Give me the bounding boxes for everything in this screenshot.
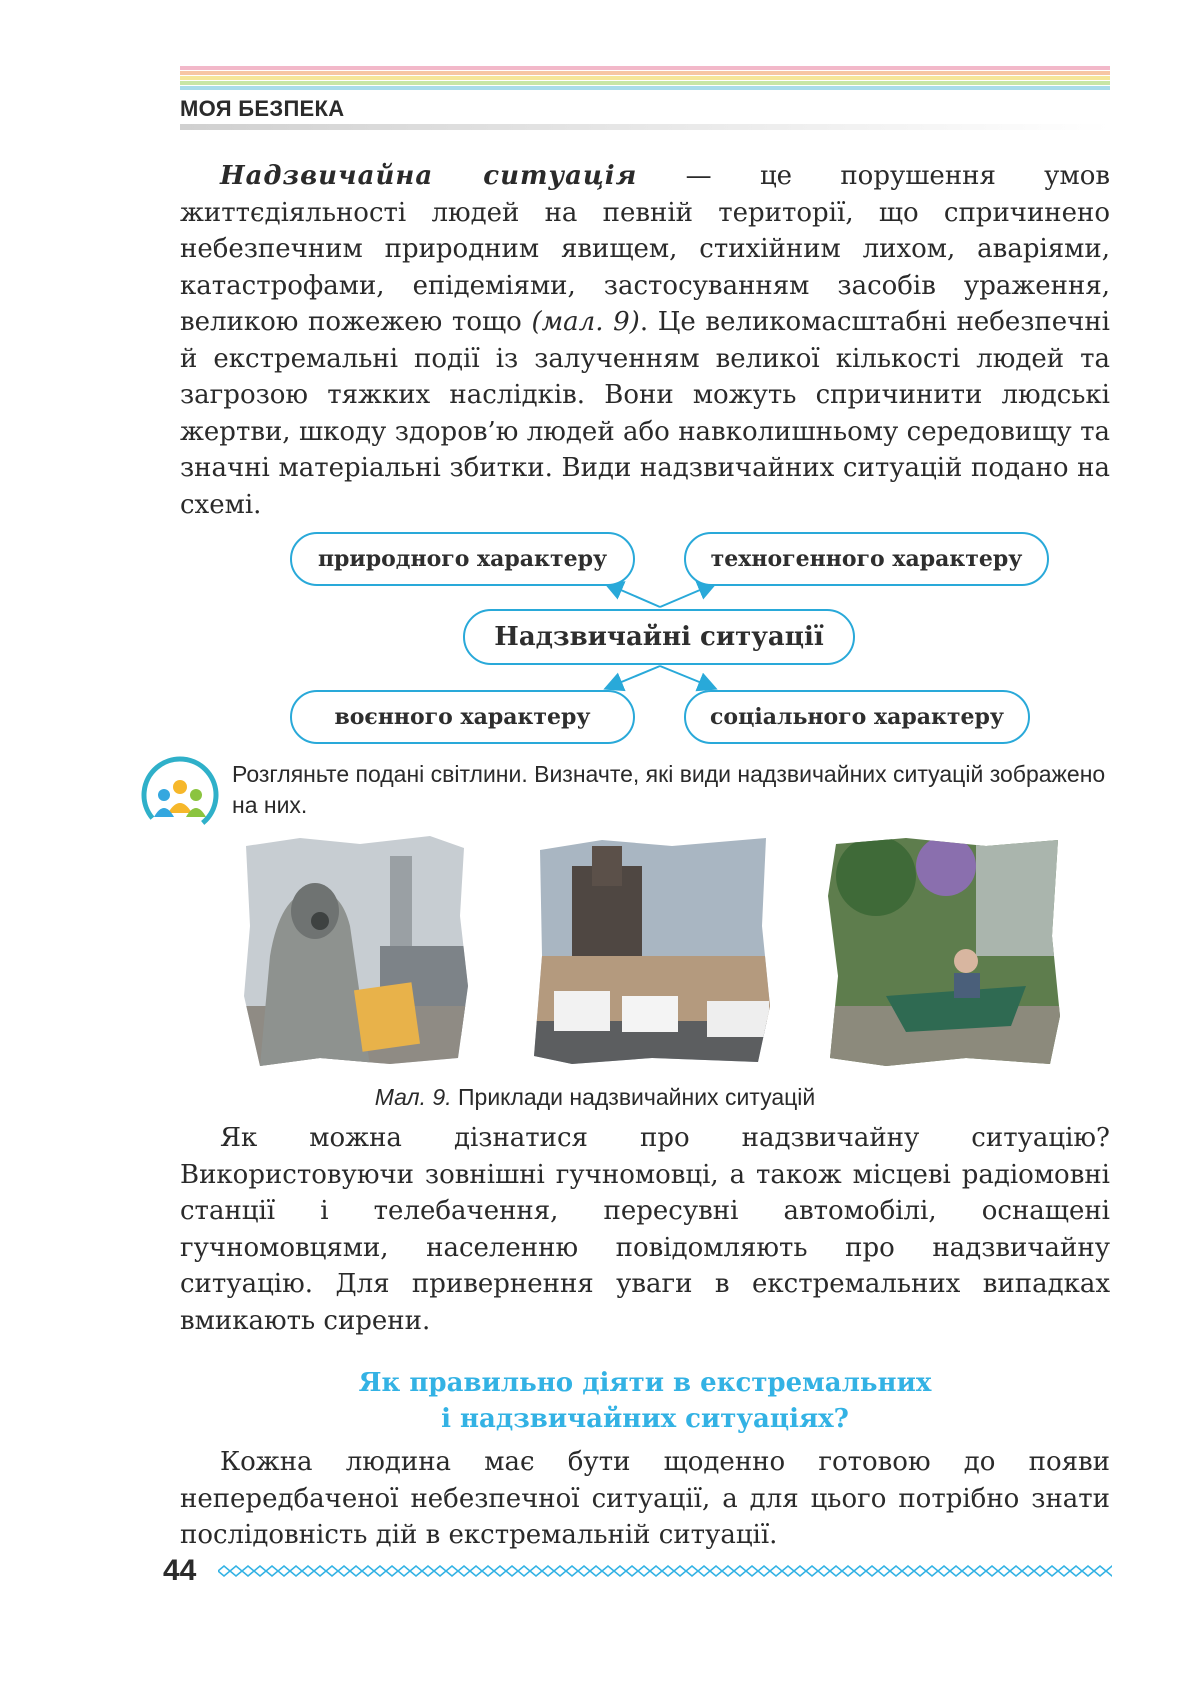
- section-heading: [180, 1365, 1110, 1437]
- diagram-box-natural: природного характеру: [290, 532, 635, 586]
- caption-text: Приклади надзвичайних ситуацій: [451, 1084, 816, 1110]
- footer-ornament: [218, 1564, 1112, 1578]
- photo-flood-rescue: [826, 836, 1062, 1066]
- photo-mine-ambulances: [532, 836, 772, 1066]
- intro-text-a: — це порушення умов життєдіяльності людей на певній території, що спричинено небезпечним природним явищем, стихійним лихом, аваріями, катастрофами, епідеміями, застосуванням засобів ураження, великою пожежею тощо: [180, 161, 1110, 337]
- readiness-paragraph: Кожна людина має бути щоденно готовою до появи непередбаченої небезпечної ситуації, а для цього потрібно знати послідовність дій в екстремальній ситуації.: [180, 1447, 1110, 1550]
- term-emergency: Надзвичайна ситуація: [220, 161, 638, 191]
- caption-number: Мал. 9.: [374, 1084, 452, 1110]
- intro-paragraph: [180, 158, 1110, 523]
- diagram-box-military: воєнного характеру: [290, 690, 635, 744]
- diagram-box-social: соціального характеру: [684, 690, 1030, 744]
- header-rule: [180, 124, 1110, 130]
- photo-chernobyl: [240, 836, 468, 1066]
- notification-paragraph: Як можна дізнатися про надзвичайну ситуацію? Використовуючи зовнішні гучномовці, а також місцеві радіомовні станції і телебачення, пересувні автомобілі, оснащені гучномовцями, населенню повідомляють про надзвичайну ситуацію. Для привернення уваги в екстремальних випадках вмикають сирени.: [180, 1123, 1110, 1336]
- group-work-icon: [140, 755, 220, 835]
- page-number: 44: [163, 1554, 197, 1587]
- intro-text-b: . Це великомасштабні небезпечні й екстремальні події із залученням великої кількості людей та загрозою тяжких наслідків. Вони можуть спричинити людські жертви, шкоду здоров’ю людей або навколишньому середовищу та значні матеріальні збитки. Види надзвичайних ситуацій подано на схемі.: [180, 307, 1110, 520]
- header-rainbow-stripes: [180, 66, 1110, 94]
- figure-reference: (мал. 9): [531, 307, 640, 337]
- section-title: МОЯ БЕЗПЕКА: [180, 96, 345, 121]
- diagram-box-center: Надзвичайні ситуації: [463, 609, 855, 665]
- task-instruction: Розгляньте подані світлини. Визначте, які види надзвичайних ситуацій зображено на них.: [232, 761, 1106, 818]
- figure-caption: [0, 1084, 1190, 1111]
- section-heading-line1: Як правильно діяти в екстремальних: [358, 1368, 932, 1398]
- section-heading-line2: і надзвичайних ситуаціях?: [441, 1404, 849, 1434]
- diagram-box-technogenic: техногенного характеру: [684, 532, 1049, 586]
